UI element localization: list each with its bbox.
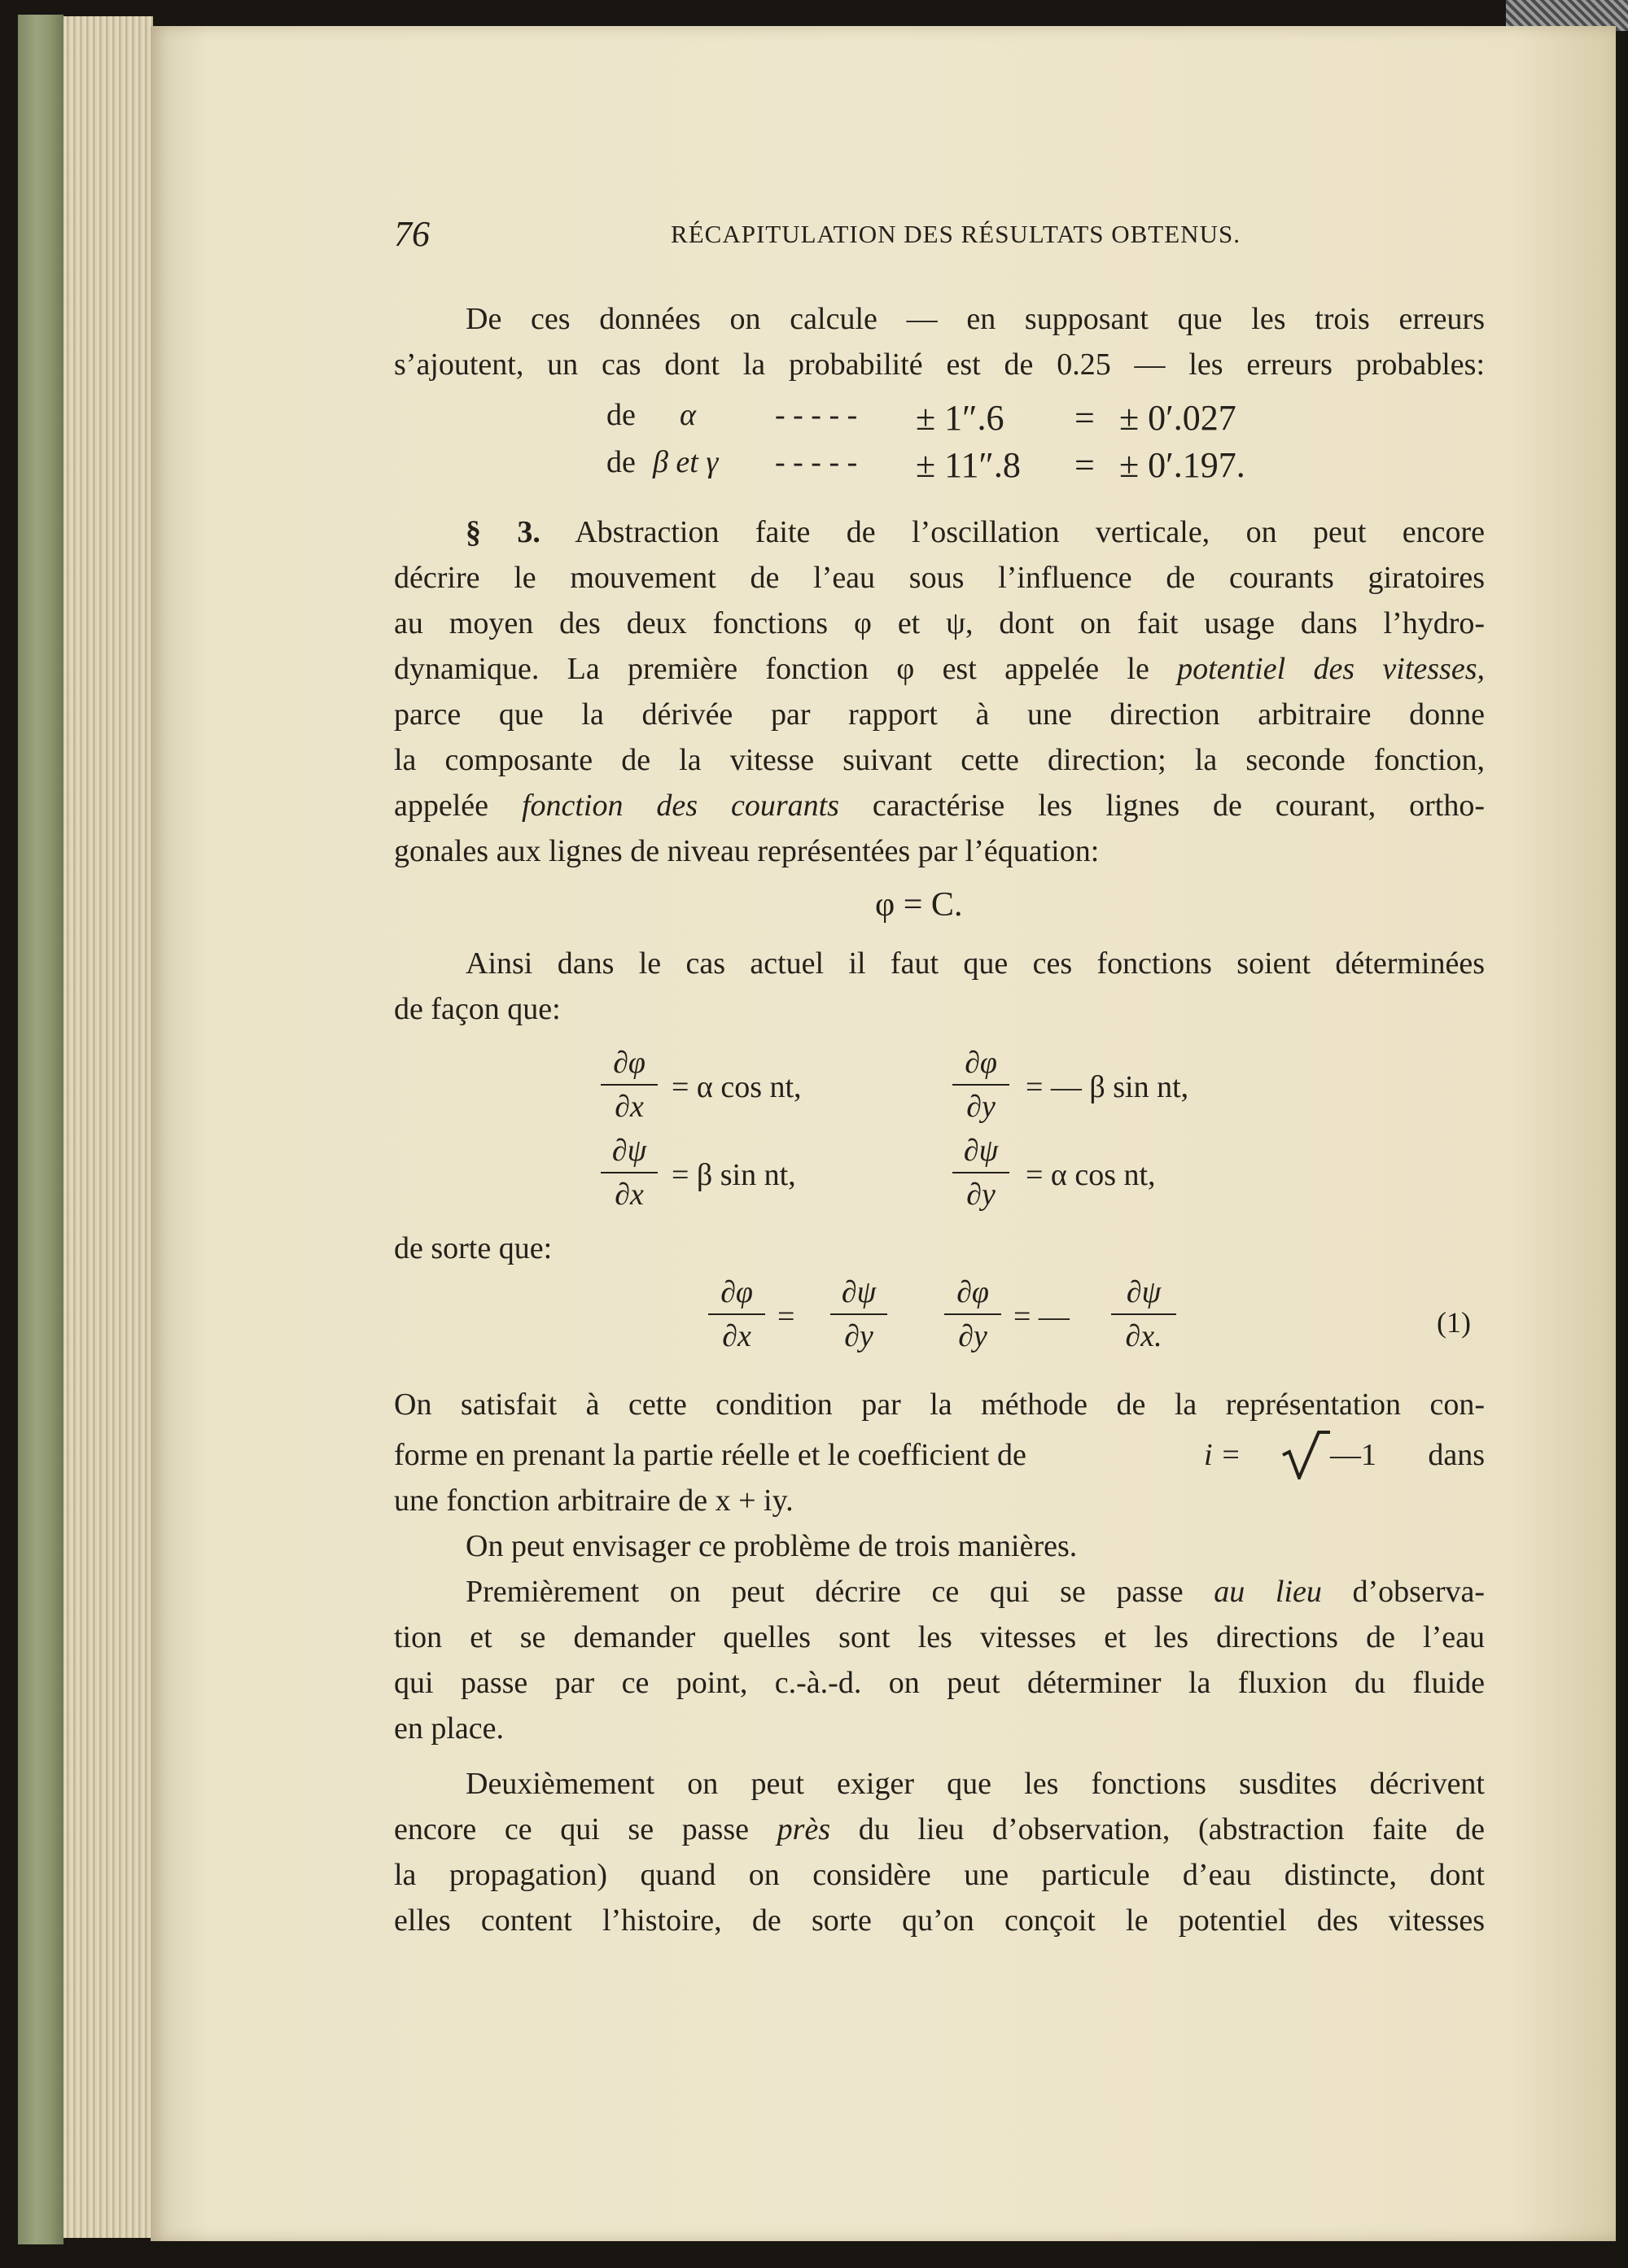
premier-line3: qui passe par ce point, c.-à.-d. on peut déterminer la fluxion du fluide	[394, 1666, 1485, 1700]
section3-line6: la composante de la vitesse suivant cette direction; la seconde fonction,	[394, 743, 1485, 777]
root-minus-one: —1	[1330, 1438, 1376, 1472]
error-label: de	[606, 445, 636, 479]
fraction-dpsi-dy	[952, 1133, 1009, 1213]
denominator: ∂x	[615, 1090, 644, 1124]
error-equals: =	[1074, 398, 1095, 438]
denominator: ∂y	[844, 1319, 873, 1353]
page-edges	[63, 16, 153, 2238]
equation-phi-c: φ = C.	[875, 886, 963, 924]
running-title: RÉCAPITULATION DES RÉSULTATS OBTENUS.	[671, 220, 1241, 248]
premier-text: d’observa-	[1352, 1575, 1485, 1609]
rhs-beta-sin: = — β sin nt,	[1026, 1070, 1189, 1104]
eq1-fraction-d	[1111, 1274, 1176, 1354]
section3-line4	[394, 646, 1485, 692]
rhs-alpha-cos: = α cos nt,	[672, 1070, 802, 1104]
error-dashes: - - - - -	[775, 398, 858, 432]
premier-line4: en place.	[394, 1711, 505, 1746]
fraction-dphi-dx	[601, 1045, 658, 1125]
ainsi-line2: de façon que:	[394, 992, 561, 1026]
numerator: ∂φ	[613, 1046, 646, 1080]
denominator: ∂x	[615, 1178, 644, 1212]
radical-sign-icon	[1281, 1427, 1330, 1479]
section3-line7	[394, 783, 1485, 828]
eq1-equals-minus: = —	[1013, 1300, 1070, 1334]
satisfait-line3: une fonction arbitraire de x + iy.	[394, 1484, 794, 1518]
envisager-line: On peut envisager ce problème de trois manières.	[466, 1529, 1078, 1563]
error-value2: ± 0′.027	[1119, 398, 1236, 438]
error-equals: =	[1074, 445, 1095, 485]
book-spine	[18, 15, 63, 2244]
premier-line2: tion et se demander quelles sont les vitesses et les directions de l’eau	[394, 1620, 1485, 1654]
eq1-fraction-c	[944, 1274, 1001, 1354]
ainsi-line1: Ainsi dans le cas actuel il faut que ces fonctions soient déterminées	[466, 946, 1485, 981]
numerator: ∂ψ	[963, 1134, 999, 1168]
error-value2: ± 0′.197.	[1119, 445, 1245, 485]
section3-line2: décrire le mouvement de l’eau sous l’influence de courants giratoires	[394, 561, 1485, 595]
term-potentiel: potentiel des vitesses,	[1177, 652, 1485, 686]
section3-line3: au moyen des deux fonctions φ et ψ, dont on fait usage dans l’hydro-	[394, 606, 1485, 640]
numerator: ∂φ	[956, 1275, 989, 1309]
deux-text: encore ce qui se passe	[394, 1812, 750, 1846]
de-sorte-que: de sorte que:	[394, 1231, 553, 1265]
satisfait-line1: On satisfait à cette condition par la méthode de la représentation con-	[394, 1387, 1485, 1422]
numerator: ∂φ	[720, 1275, 753, 1309]
eq1-fraction-a	[708, 1274, 765, 1354]
equation-number: (1)	[1437, 1306, 1471, 1339]
denominator: ∂y	[966, 1090, 996, 1124]
deux-text: du lieu d’observation, (abstraction faite de	[858, 1812, 1485, 1846]
error-label: de	[606, 398, 636, 432]
deux-line4: elles content l’histoire, de sorte qu’on conçoit le potentiel des vitesses	[394, 1903, 1485, 1938]
error-symbol: α	[680, 398, 696, 432]
satisfait-line2	[394, 1432, 1485, 1478]
page-number: 76	[394, 214, 430, 254]
term-au-lieu: au lieu	[1214, 1575, 1322, 1609]
fraction-dphi-dy	[952, 1045, 1009, 1125]
premier-text: Premièrement on peut décrire ce qui se passe	[466, 1575, 1184, 1609]
error-symbol: β et γ	[653, 445, 719, 479]
page-header	[394, 213, 1485, 262]
deux-line1: Deuxièmement on peut exiger que les fonctions susdites décrivent	[466, 1767, 1485, 1801]
para1-line2: s’ajoutent, un cas dont la probabilité est de 0.25 — les erreurs probables:	[394, 347, 1485, 382]
term-pres: près	[777, 1812, 831, 1846]
section3-line1	[394, 509, 1485, 555]
denominator: ∂x	[722, 1319, 751, 1353]
error-value1: ± 1″.6	[916, 398, 1004, 438]
section3-line8: gonales aux lignes de niveau représentées par l’équation:	[394, 834, 1100, 868]
satisfait-text: forme en prenant la partie réelle et le coefficient de	[394, 1438, 1026, 1472]
denominator: ∂x.	[1125, 1319, 1162, 1353]
para1-line1: De ces données on calcule — en supposant que les trois erreurs	[466, 302, 1485, 336]
satisfait-dans: dans	[1428, 1438, 1485, 1472]
section3-text: Abstraction faite de l’oscillation verticale, on peut encore	[575, 515, 1486, 549]
error-dashes: - - - - -	[775, 445, 858, 479]
section3-text: dynamique. La première fonction φ est appelée le	[394, 652, 1149, 686]
numerator: ∂φ	[965, 1046, 997, 1080]
eq1-fraction-b	[830, 1274, 887, 1354]
i-equals: i =	[1204, 1438, 1241, 1472]
numerator: ∂ψ	[1126, 1275, 1162, 1309]
section3-line5: parce que la dérivée par rapport à une direction arbitraire donne	[394, 697, 1485, 732]
fraction-dpsi-dx	[601, 1133, 658, 1213]
deux-line2	[394, 1807, 1485, 1852]
rhs-alpha-cos-2: = α cos nt,	[1026, 1158, 1156, 1192]
premier-line1	[394, 1569, 1485, 1615]
section3-text: appelée	[394, 789, 489, 823]
section-mark: § 3.	[466, 515, 540, 549]
numerator: ∂ψ	[611, 1134, 647, 1168]
denominator: ∂y	[966, 1178, 996, 1212]
section3-text: caractérise les lignes de courant, ortho-	[872, 789, 1486, 823]
term-fonction: fonction des courants	[521, 789, 839, 823]
error-value1: ± 11″.8	[916, 445, 1021, 485]
numerator: ∂ψ	[841, 1275, 877, 1309]
eq1-equals: =	[777, 1300, 795, 1334]
deux-line3: la propagation) quand on considère une particule d’eau distincte, dont	[394, 1858, 1485, 1892]
denominator: ∂y	[958, 1319, 987, 1353]
rhs-beta-sin-2: = β sin nt,	[672, 1158, 796, 1192]
